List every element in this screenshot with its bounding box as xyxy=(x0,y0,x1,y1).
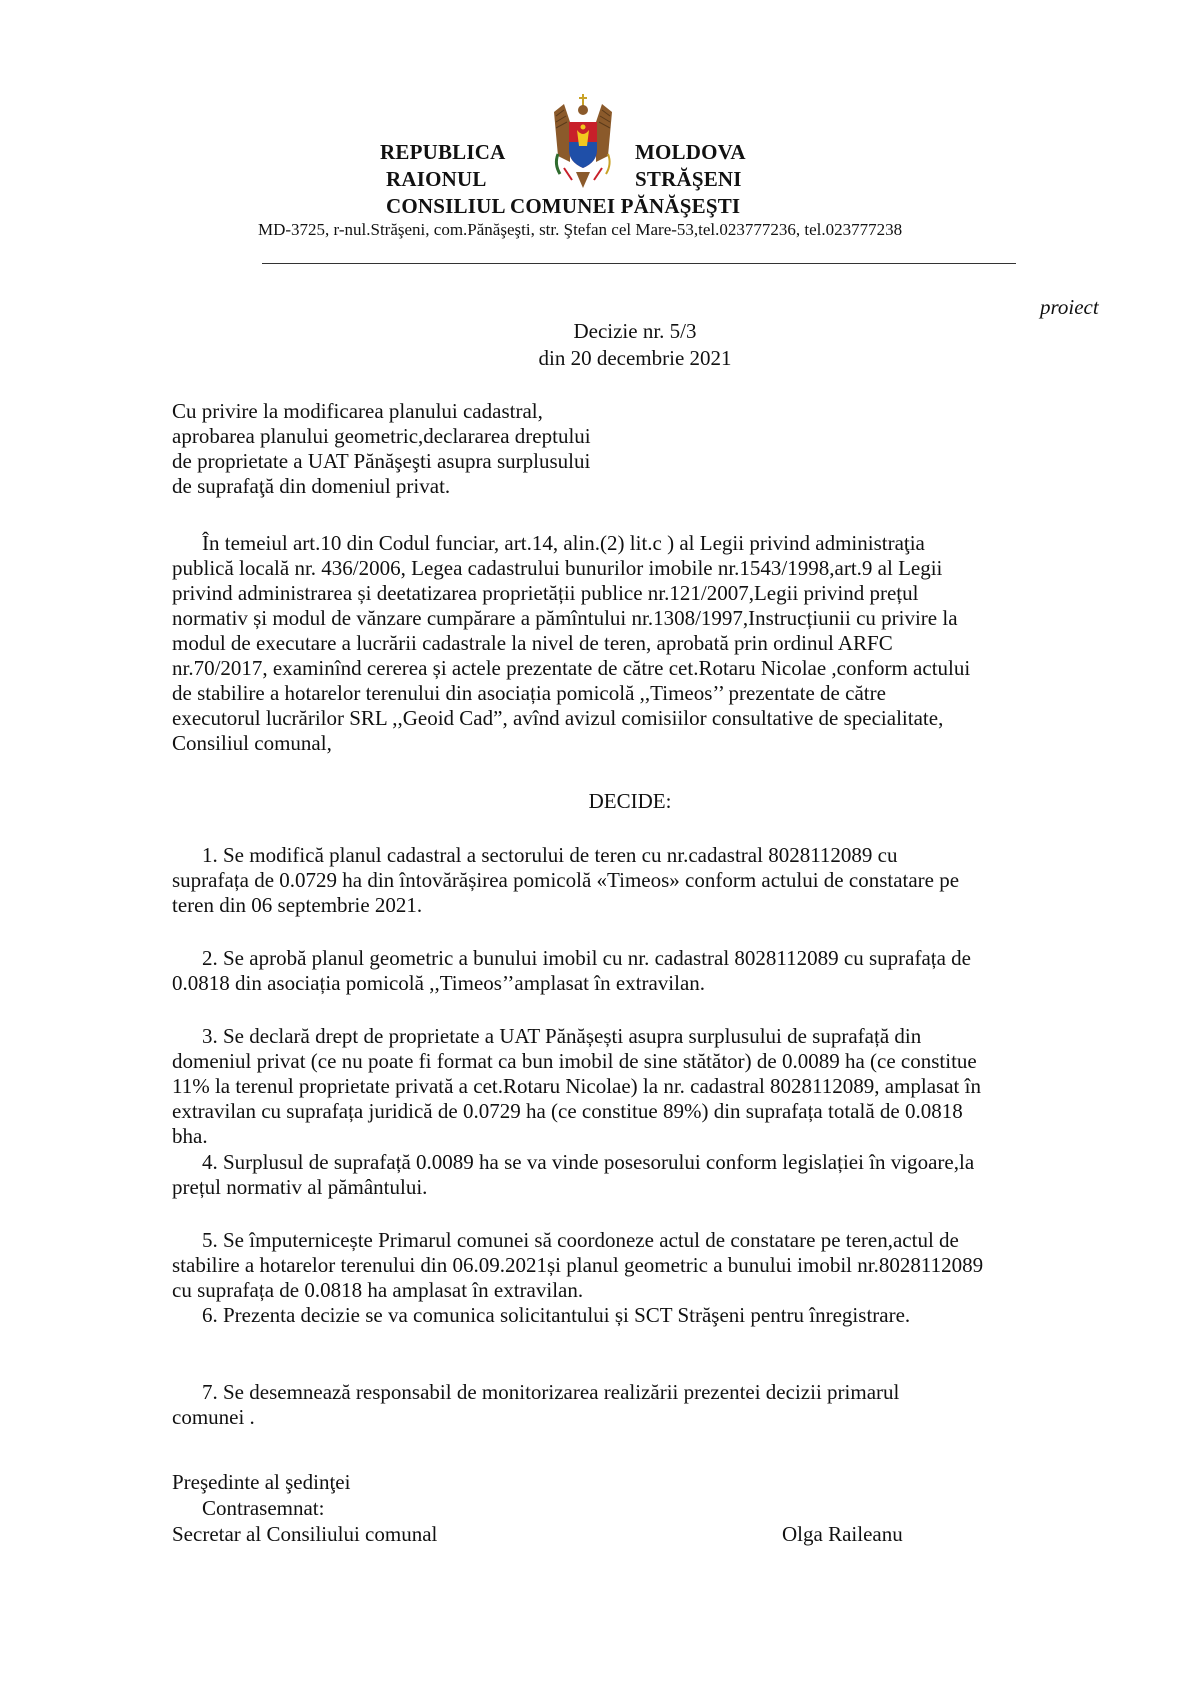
decision-item-6 xyxy=(172,1303,1116,1328)
item-line: teren din 06 septembrie 2021. xyxy=(172,893,423,917)
item-line: 11% la terenul proprietate privată a cet.Rotaru Nicolae) la nr. cadastral 8028112089, amplasat în xyxy=(172,1074,981,1098)
subject-line: aprobarea planului geometric,declararea dreptului xyxy=(172,424,591,448)
item-line: stabilire a hotarelor terenului din 06.09.2021și planul geometric a bunului imobil nr.8028112089 xyxy=(172,1253,984,1277)
subject-line: Cu privire la modificarea planului cadastral, xyxy=(172,399,543,423)
decision-item-2 xyxy=(172,946,1116,996)
header-divider xyxy=(262,263,1016,264)
countersigned-label: Contrasemnat: xyxy=(202,1496,325,1520)
secretary-title: Secretar al Consiliului comunal xyxy=(172,1522,438,1546)
preamble-line: privind administrarea și deetatizarea proprietății publice nr.121/2007,Legii privind prețul xyxy=(172,581,919,605)
header-district-left: RAIONUL xyxy=(386,167,487,191)
item-line: 5. Se împuternicește Primarul comunei să coordoneze actul de constatare pe teren,actul de xyxy=(202,1228,959,1252)
decision-number: Decizie nr. 5/3 xyxy=(573,319,697,343)
draft-status-label: proiect xyxy=(1040,295,1099,319)
decision-item-7 xyxy=(172,1380,1116,1430)
decision-item-4 xyxy=(172,1150,1116,1200)
item-line: 4. Surplusul de suprafață 0.0089 ha se va vinde posesorului conform legislației în vigoare,la xyxy=(202,1150,975,1174)
item-line: 2. Se aprobă planul geometric a bunului imobil cu nr. cadastral 8028112089 cu suprafața de xyxy=(202,946,972,970)
item-line: extravilan cu suprafața juridică de 0.0729 ha (ce constitue 89%) din suprafața totală de 0.0818 xyxy=(172,1099,963,1123)
moldova-coat-of-arms-icon xyxy=(550,92,616,192)
header-council-name: CONSILIUL COMUNEI PĂNĂŞEŞTI xyxy=(386,194,741,218)
item-line: comunei . xyxy=(172,1405,255,1429)
secretary-name: Olga Raileanu xyxy=(782,1522,903,1546)
item-line: bha. xyxy=(172,1124,208,1148)
header-country-left: REPUBLICA xyxy=(380,140,506,164)
session-president-label: Preşedinte al şedinţei xyxy=(172,1470,351,1494)
decision-item-1 xyxy=(172,843,1116,918)
item-line: prețul normativ al pământului. xyxy=(172,1175,428,1199)
header-district-right: STRĂŞENI xyxy=(635,167,742,191)
header-country-right: MOLDOVA xyxy=(635,140,746,164)
preamble-line: modul de executare a lucrării cadastrale la nivel de teren, aprobată prin ordinul ARFC xyxy=(172,631,893,655)
subject-line: de suprafaţă din domeniul privat. xyxy=(172,474,451,498)
decision-subject xyxy=(172,399,732,499)
preamble-line: nr.70/2017, examinînd cererea și actele prezentate de către cet.Rotaru Nicolae ,conform actului xyxy=(172,656,971,680)
decide-heading: DECIDE: xyxy=(588,789,672,813)
decision-item-5 xyxy=(172,1228,1116,1303)
preamble-line: publică locală nr. 436/2006, Legea cadastrului bunurilor imobile nr.1543/1998,art.9 al Legii xyxy=(172,556,943,580)
item-line: suprafața de 0.0729 ha din întovărășirea pomicolă «Timeos» conform actului de constatare pe xyxy=(172,868,960,892)
preamble-line: de stabilire a hotarelor terenului din asociația pomicolă ,,Timeos’’ prezentate de către xyxy=(172,681,886,705)
item-line: 1. Se modifică planul cadastral a sectorului de teren cu nr.cadastral 8028112089 cu xyxy=(202,843,898,867)
item-line: 6. Prezenta decizie se va comunica solicitantului și SCT Străşeni pentru înregistrare. xyxy=(202,1303,911,1327)
header-address: MD-3725, r-nul.Străşeni, com.Pănăşeşti, str. Ştefan cel Mare-53,tel.023777236, tel.023777238 xyxy=(258,220,903,239)
preamble-line: În temeiul art.10 din Codul funciar, art.14, alin.(2) lit.c ) al Legii privind administraţia xyxy=(202,531,925,555)
decision-date: din 20 decembrie 2021 xyxy=(538,346,732,370)
preamble-line: executorul lucrărilor SRL ,,Geoid Cad”, avînd avizul comisiilor consultative de specialitate, xyxy=(172,706,944,730)
preamble-paragraph xyxy=(172,531,1116,756)
preamble-line: normativ și modul de vănzare cumpărare a pămîntului nr.1308/1997,Instrucțiunii cu privire la xyxy=(172,606,958,630)
item-line: 3. Se declară drept de proprietate a UAT Pănășești asupra surplusului de suprafață din xyxy=(202,1024,922,1048)
preamble-line: Consiliul comunal, xyxy=(172,731,332,755)
subject-line: de proprietate a UAT Pănăşeşti asupra surplusului xyxy=(172,449,591,473)
item-line: cu suprafața de 0.0818 ha amplasat în extravilan. xyxy=(172,1278,584,1302)
item-line: domeniul privat (ce nu poate fi format ca bun imobil de sine stătător) de 0.0089 ha (ce constitue xyxy=(172,1049,977,1073)
item-line: 7. Se desemnează responsabil de monitorizarea realizării prezentei decizii primarul xyxy=(202,1380,900,1404)
decision-item-3 xyxy=(172,1024,1116,1149)
item-line: 0.0818 din asociația pomicolă ,,Timeos’’amplasat în extravilan. xyxy=(172,971,706,995)
